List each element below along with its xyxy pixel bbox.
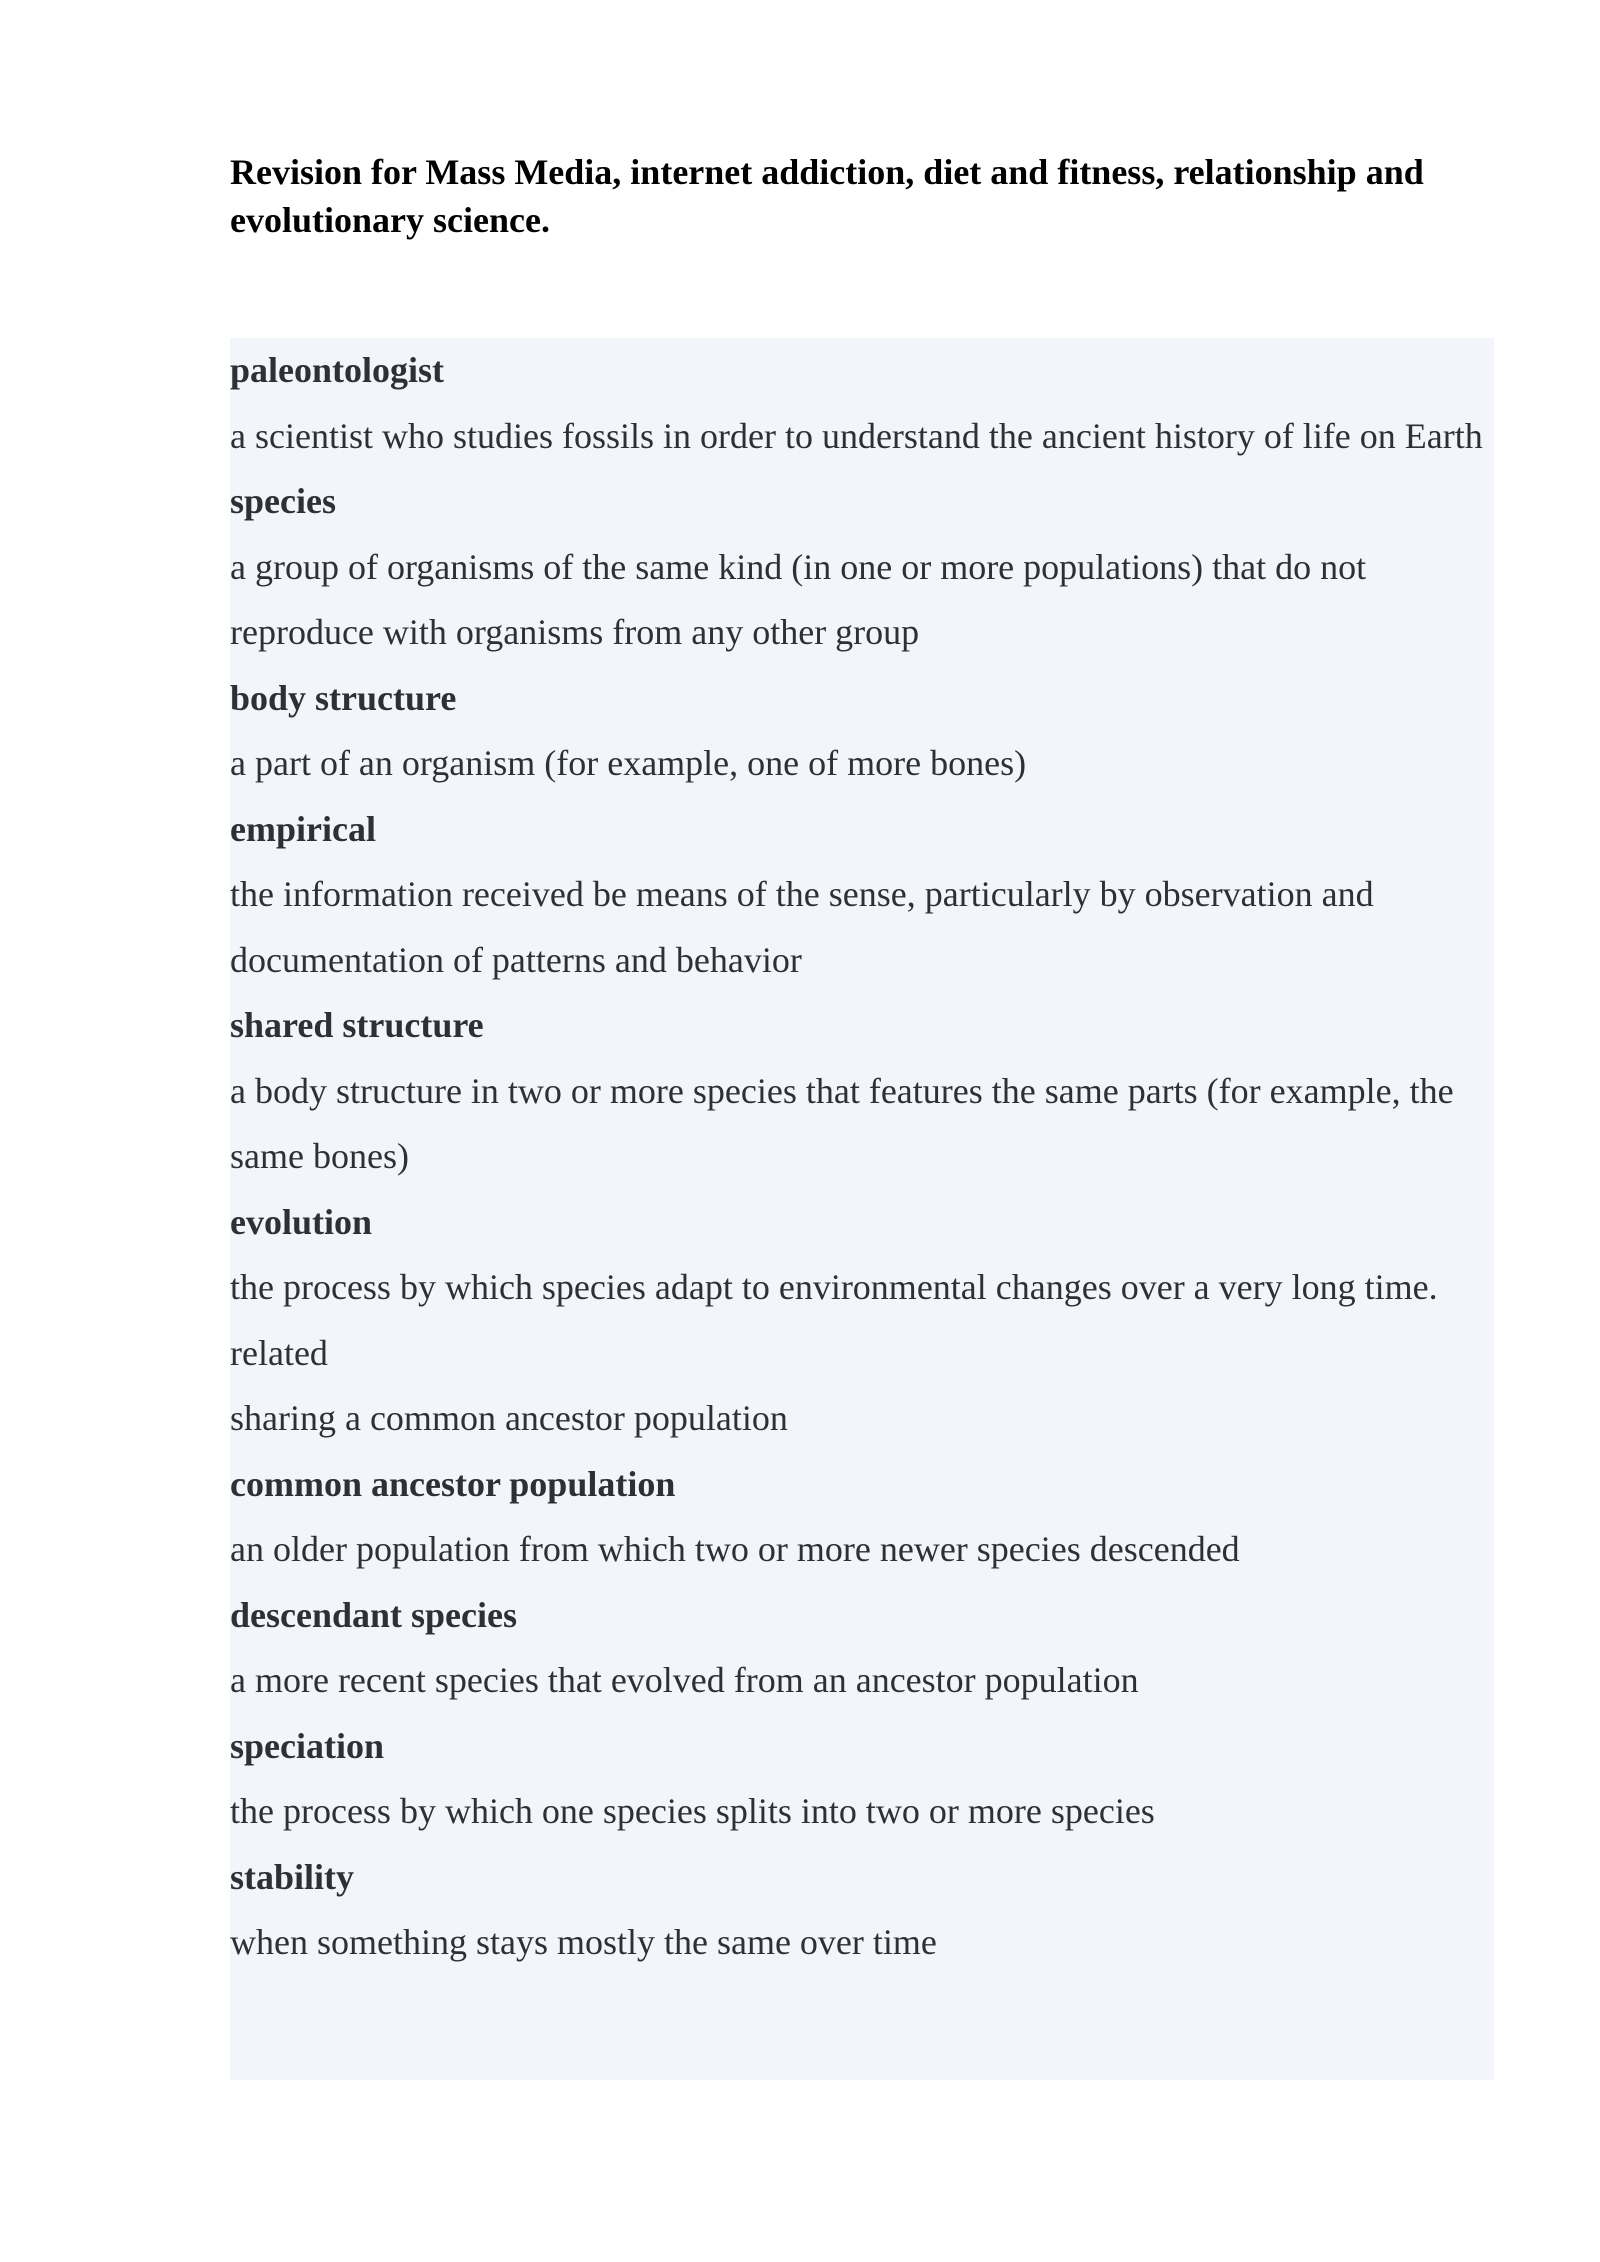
glossary-entry (230, 1845, 1494, 1976)
glossary-term: species (230, 481, 336, 521)
glossary-definition: the process by which species adapt to environmental changes over a very long time. (230, 1267, 1438, 1307)
glossary-entry (230, 1583, 1494, 1714)
glossary-term: stability (230, 1856, 355, 1897)
glossary-definition: a scientist who studies fossils in order to understand the ancient history of life on Earth (230, 415, 1483, 456)
glossary-term: paleontologist (230, 350, 445, 390)
glossary-definition: a part of an organism (for example, one of more bones) (230, 743, 1027, 783)
page-title: Revision for Mass Media, internet addiction, diet and fitness, relationship and evolutionary science. (230, 152, 1424, 240)
glossary-definition: the process by which one species splits into two or more species (230, 1791, 1155, 1831)
glossary-definition: a group of organisms of the same kind (in one or more populations) that do not reproduce with organisms from any other group (230, 546, 1367, 652)
glossary-entry (230, 1321, 1494, 1452)
glossary-definition: sharing a common ancestor population (230, 1398, 788, 1438)
glossary-term: evolution (230, 1201, 373, 1242)
glossary-term: common ancestor population (230, 1463, 676, 1504)
glossary-definition: an older population from which two or more newer species descended (230, 1529, 1240, 1569)
glossary-definition: when something stays mostly the same over time (230, 1922, 937, 1962)
glossary-entry (230, 1190, 1494, 1321)
glossary-term: speciation (230, 1725, 385, 1766)
glossary-panel (230, 338, 1494, 2080)
glossary-term: empirical (230, 808, 376, 849)
glossary-term: shared structure (230, 1005, 484, 1045)
glossary-term: descendant species (230, 1594, 517, 1635)
glossary-definition: a body structure in two or more species that features the same parts (for example, the same bones) (230, 1070, 1454, 1176)
glossary-entry (230, 469, 1494, 666)
glossary-definition: the information received be means of the sense, particularly by observation and documentation of patterns and behavior (230, 874, 1374, 980)
glossary-term: related (230, 1332, 328, 1373)
glossary-list (230, 338, 1494, 1976)
glossary-entry (230, 797, 1494, 994)
glossary-term: body structure (230, 677, 457, 718)
glossary-entry (230, 993, 1494, 1190)
glossary-entry (230, 338, 1494, 469)
glossary-definition: a more recent species that evolved from an ancestor population (230, 1660, 1139, 1700)
glossary-entry (230, 1714, 1494, 1845)
glossary-entry (230, 1452, 1494, 1583)
glossary-entry (230, 666, 1494, 797)
